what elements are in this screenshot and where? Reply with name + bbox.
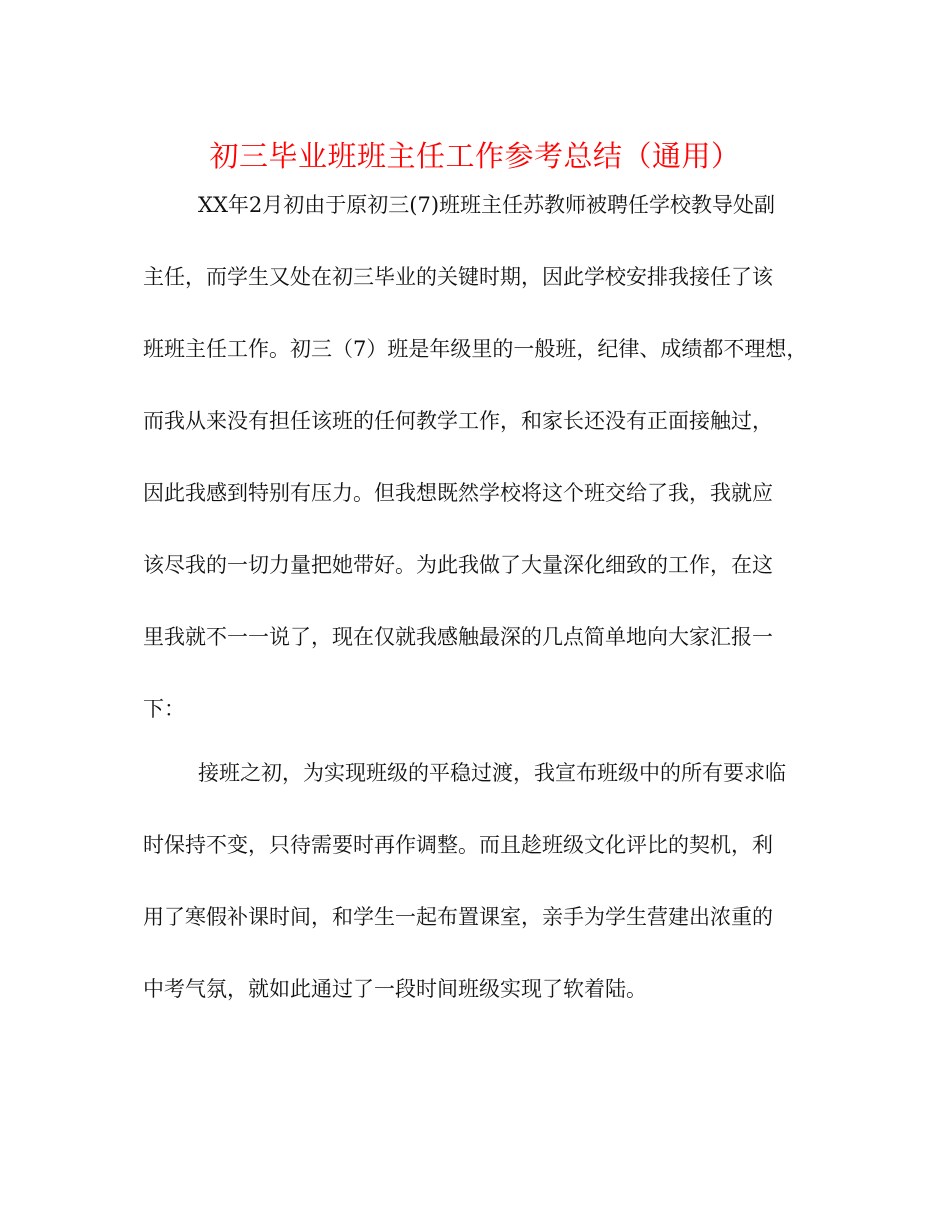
paragraph-1-line-6: 该尽我的一切力量把她带好。为此我做了大量深化细致的工作，在这	[143, 553, 773, 577]
paragraph-1-line-3: 班班主任工作。初三（7）班是年级里的一般班，纪律、成绩都不理想，	[143, 337, 808, 361]
document-title: 初三毕业班班主任工作参考总结（通用）	[209, 139, 741, 173]
paragraph-2-line-2: 时保持不变，只待需要时再作调整。而且趁班级文化评比的契机，利	[143, 833, 773, 857]
paragraph-2-line-3: 用了寒假补课时间，和学生一起布置课室，亲手为学生营建出浓重的	[143, 905, 773, 929]
paragraph-1-line-4: 而我从来没有担任该班的任何教学工作，和家长还没有正面接触过，	[143, 409, 773, 433]
paragraph-1-line-8: 下：	[143, 697, 185, 721]
paragraph-1-line-7: 里我就不一一说了，现在仅就我感触最深的几点简单地向大家汇报一	[143, 625, 773, 649]
paragraph-2-line-4: 中考气氛，就如此通过了一段时间班级实现了软着陆。	[143, 977, 647, 1001]
paragraph-1-line-2: 主任，而学生又处在初三毕业的关键时期，因此学校安排我接任了该	[143, 265, 773, 289]
paragraph-2-line-1: 接班之初，为实现班级的平稳过渡，我宣布班级中的所有要求临	[198, 761, 786, 785]
paragraph-1-line-5: 因此我感到特别有压力。但我想既然学校将这个班交给了我，我就应	[143, 481, 773, 505]
paragraph-1-line-1: XX年2月初由于原初三(7)班班主任苏教师被聘任学校教导处副	[198, 193, 776, 217]
